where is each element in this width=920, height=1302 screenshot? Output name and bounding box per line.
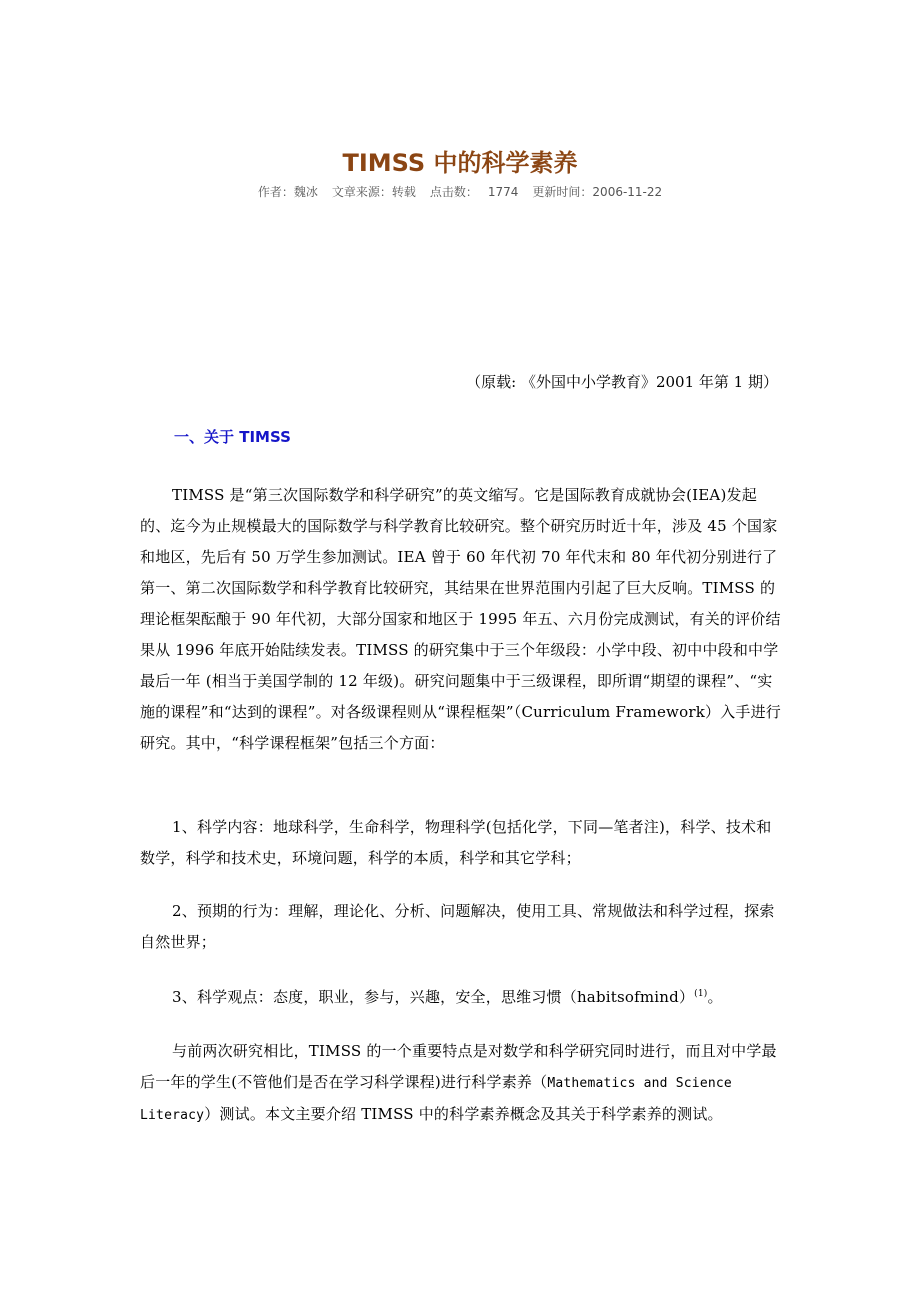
article-title: TIMSS 中的科学素养 xyxy=(342,149,578,177)
paragraph-item-3 xyxy=(140,982,782,1013)
footnote-ref: (1) xyxy=(694,989,708,999)
literacy-term: Mathematics and Science Literacy xyxy=(140,1076,732,1123)
item-3-end: 。 xyxy=(707,988,723,1006)
click-count: 1774 xyxy=(487,185,519,199)
paragraph-item-1: 1、科学内容：地球科学，生命科学，物理科学(包括化学，下同—笔者注)，科学、技术和数学，科学和技术史，环境问题，科学的本质，科学和其它学科； xyxy=(140,818,772,867)
paragraph-intro: TIMSS 是“第三次国际数学和科学研究”的英文缩写。它是国际教育成就协会(IEA)发起的、迄今为止规模最大的国际数学与科学教育比较研究。整个研究历时近十年，涉及 45 个国家和地区，先后有 50 万学生参加测试。IEA 曾于 60 年代初 70 年代末和 80 年代初分别进行了第一、第二次国际数学和科学教育比较研究，其结果在世界范围内引起了巨大反响。TIMSS 的理论框架酝酿于 90 年代初，大部分国家和地区于 1995 年五、六月份完成测试，有关的评价结果从 1996 年底开始陆续发表。TIMSS 的研究集中于三个年级段：小学中段、初中中段和中学最后一年 (相当于美国学制的 12 年级)。研究问题集中于三级课程，即所谓“期望的课程”、“实施的课程”和“达到的课程”。对各级课程则从“课程框架”（Curriculum Framework）入手进行研究。其中，“科学课程框架”包括三个方面： xyxy=(140,486,781,752)
source-label: 文章来源：转载 xyxy=(331,185,416,199)
comparison-text-a: 与前两次研究相比，TIMSS 的一个重要特点是对数学和科学研究同时进行，而且对中学最后一年的学生(不管他们是否在学习科学课程)进行科学素养（ xyxy=(140,1042,777,1091)
section-heading: 一、关于 TIMSS xyxy=(174,428,291,446)
clicks-label: 点击数： xyxy=(429,185,478,199)
paragraph-comparison xyxy=(140,1036,782,1131)
item-3-text: 3、科学观点：态度，职业，参与，兴趣，安全，思维习惯（habitsofmind） xyxy=(172,988,695,1006)
paragraph-item-2: 2、预期的行为：理解，理论化、分析、问题解决，使用工具、常规做法和科学过程，探索自然世界； xyxy=(140,902,775,951)
article-meta xyxy=(0,183,920,201)
author: 作者：魏冰 xyxy=(257,185,318,199)
update-time: 更新时间：2006-11-22 xyxy=(532,185,663,199)
original-source: （原载: 《外国中小学教育》2001 年第 1 期） xyxy=(466,373,778,391)
comparison-text-b: ）测试。本文主要介绍 TIMSS 中的科学素养概念及其关于科学素养的测试。 xyxy=(204,1105,723,1123)
